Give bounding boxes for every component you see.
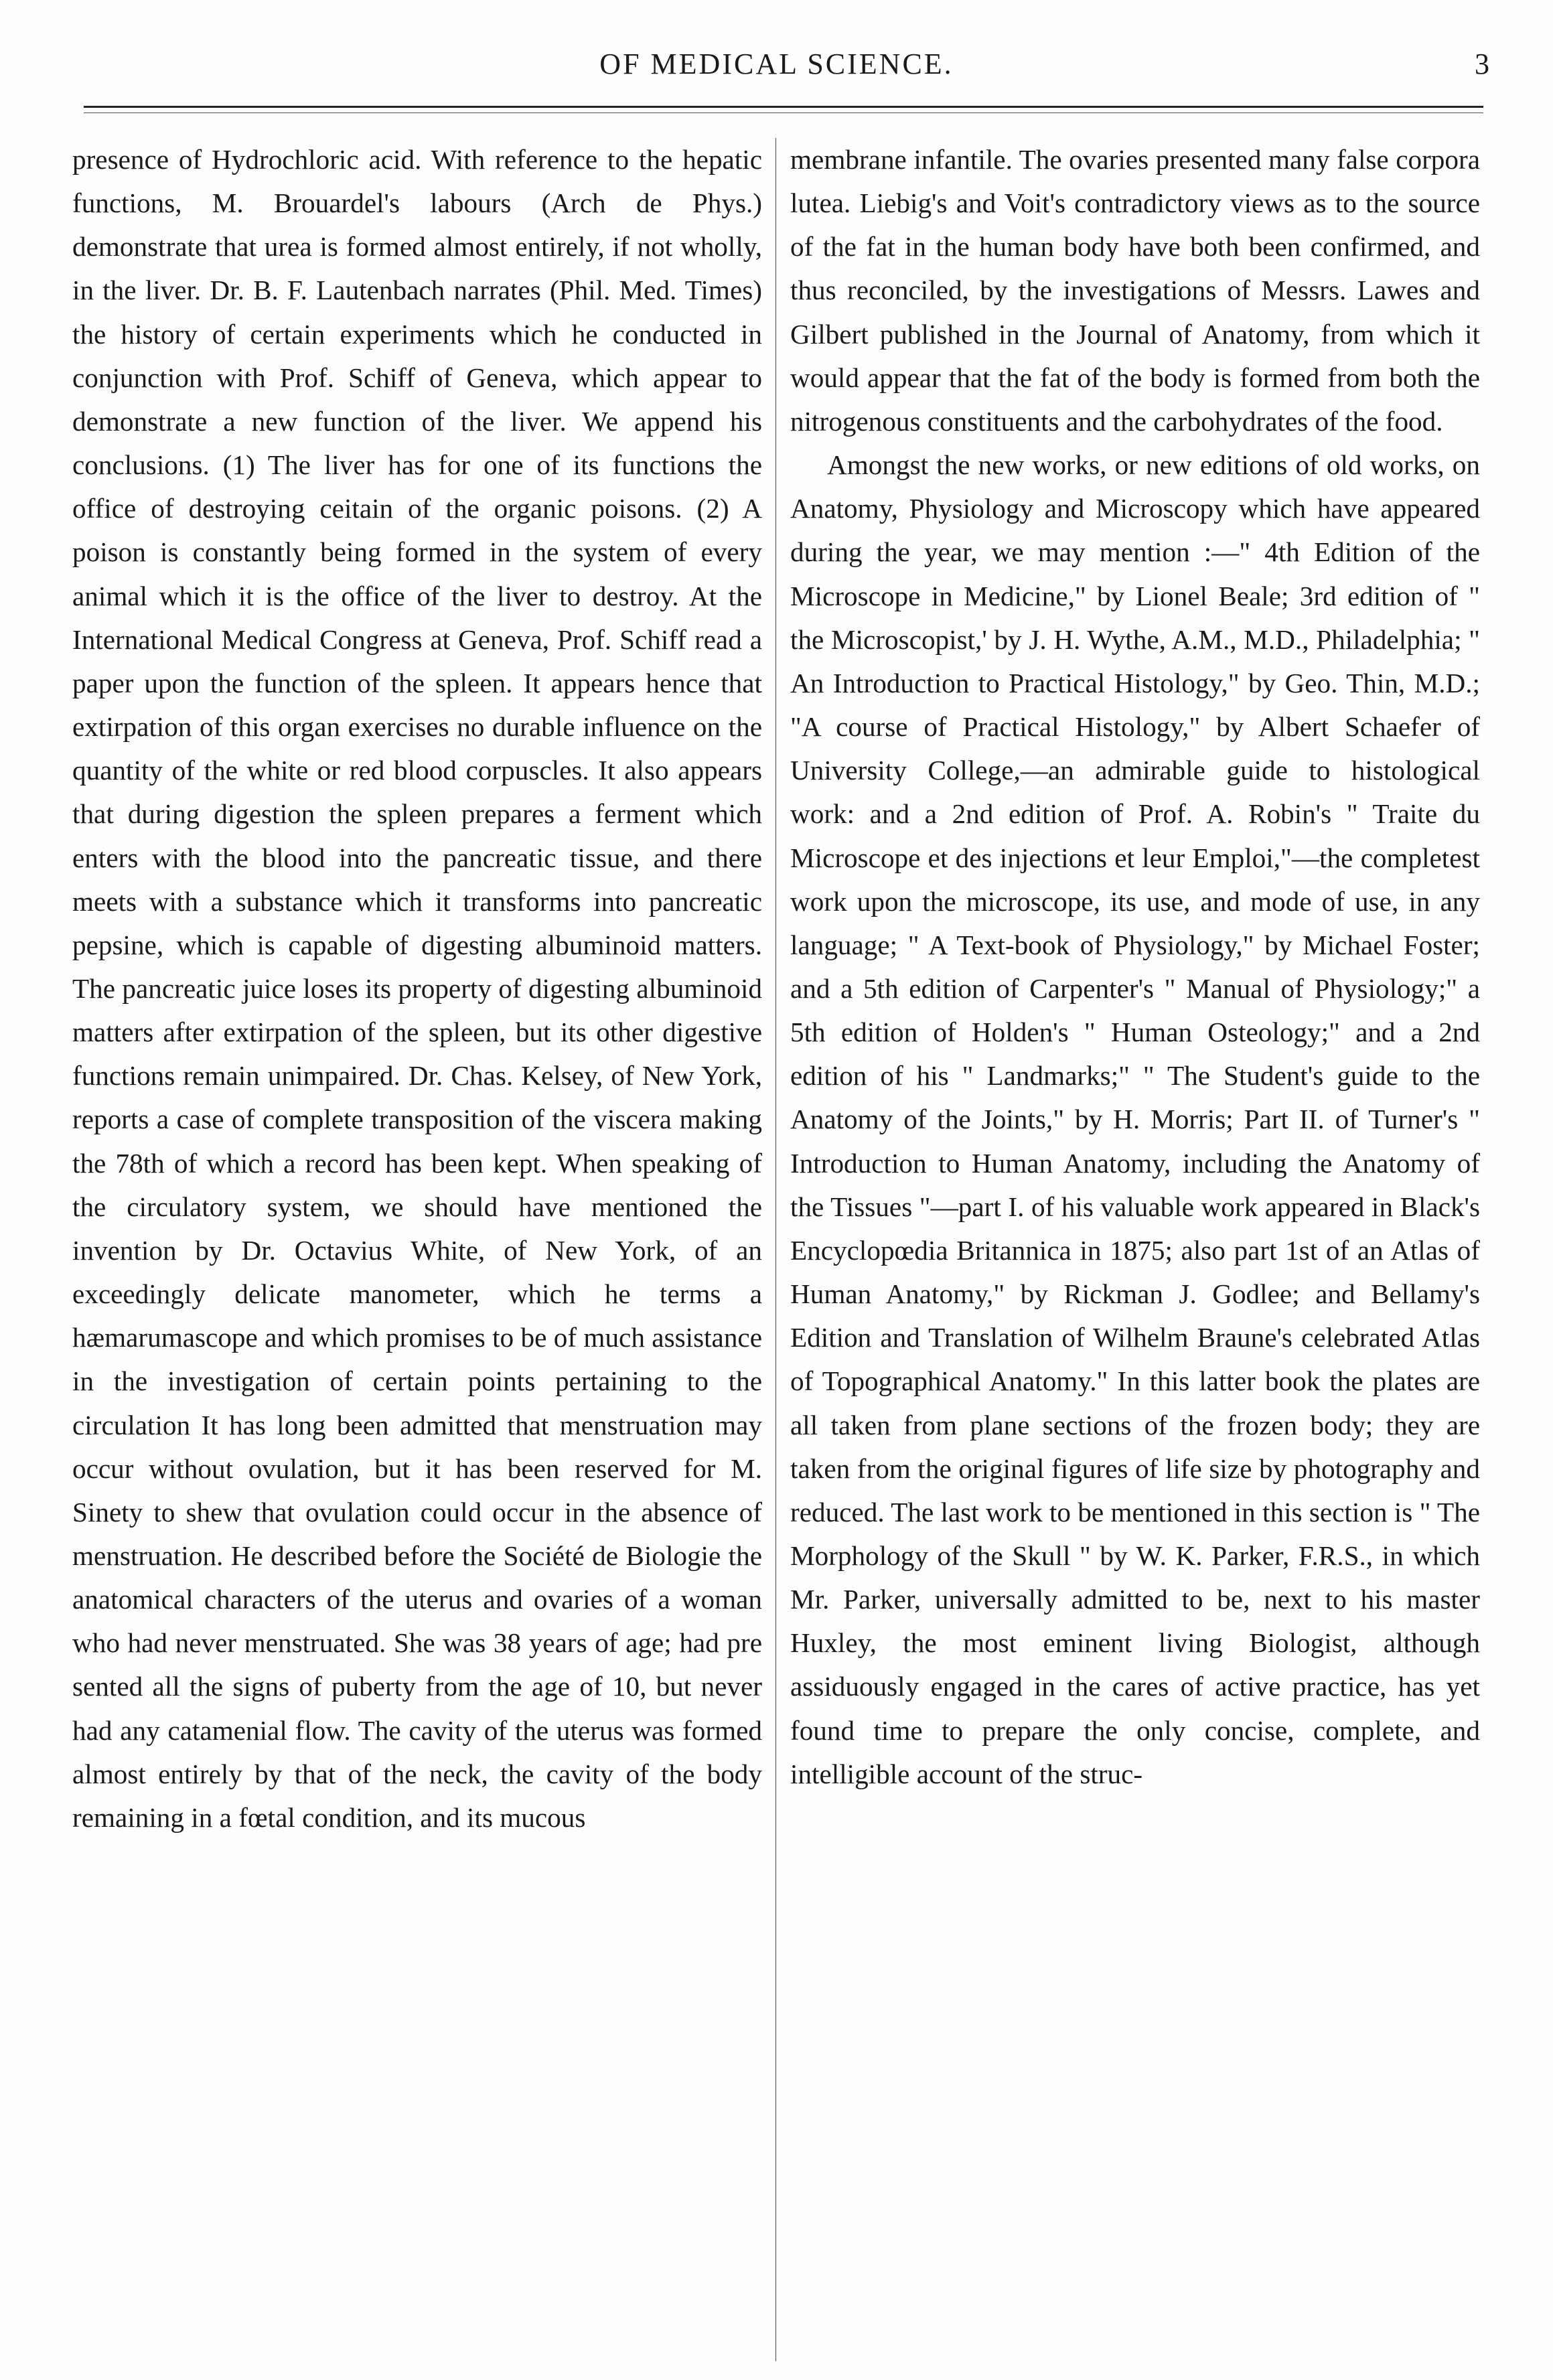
running-title: OF MEDICAL SCIENCE. [599, 48, 954, 80]
column-divider [775, 138, 776, 2361]
right-column-paragraph-1: membrane infantile. The ovaries presented many false corpora lutea. Liebig's and Voit's contradictory views as to the source of the fat in the human body have both been confirmed, and thus reconciled, by the investigations of Messrs. Lawes and Gilbert published in the Journal of Anatomy, from which it would appear that the fat of the body is formed from both the nitrogenous constituents and the carbohydrates of the food. [790, 144, 1480, 437]
left-column [72, 138, 762, 2355]
running-head [0, 47, 1553, 87]
left-column-paragraph-1: presence of Hydrochloric acid. With reference to the hepatic functions, M. Brouardel's labours (Arch de Phys.) demonstrate that urea is formed almost entirely, if not wholly, in the liver. Dr. B. F. Lautenbach narrates (Phil. Med. Times) the history of certain experiments which he conducted in conjunction with Prof. Schiff of Geneva, which appear to demonstrate a new function of the liver. We append his conclusions. (1) The liver has for one of its functions the office of destroying ceitain of the organic poisons. (2) A poison is constantly being formed in the system of every animal which it is the office of the liver to destroy. At the International Medical Congress at Geneva, Prof. Schiff read a paper upon the function of the spleen. It appears hence that extirpation of this organ exercises no durable influence on the quantity of the white or red blood corpuscles. It also appears that during digestion the spleen prepares a ferment which enters with the blood into the pancreatic tissue, and there meets with a substance which it transforms into pancreatic pepsine, which is capable of digesting albuminoid matters. The pancreatic juice loses its property of digesting albuminoid matters after extirpation of the spleen, but its other digestive functions remain unimpaired. Dr. Chas. Kelsey, of New York, reports a case of complete transposition of the viscera making the 78th of which a record has been kept. When speaking of the circulatory system, we should have mentioned the invention by Dr. Octavius White, of New York, of an exceedingly delicate manometer, which he terms a hæmarumascope and which promises to be of much assistance in the investigation of certain points pertaining to the circulation It has long been admitted that menstruation may occur without ovulation, but it has been reserved for M. Sinety to shew that ovulation could occur in the absence of menstruation. He described before the Société de Biologie the anatomical characters of the uterus and ovaries of a woman who had never menstruated. She was 38 years of age; had pre sented all the signs of puberty from the age of 10, but never had any catamenial flow. The cavity of the uterus was formed almost entirely by that of the neck, the cavity of the body remaining in a fœtal condition, and its mucous [72, 144, 762, 1833]
header-rule [84, 106, 1483, 108]
right-column [790, 138, 1480, 2355]
right-column-paragraph-2: Amongst the new works, or new editions of old works, on Anatomy, Physiology and Microscopy which have appeared during the year, we may mention :—" 4th Edition of the Microscope in Medicine," by Lionel Beale; 3rd edition of " the Microscopist,' by J. H. Wythe, A.M., M.D., Philadelphia; " An Introduction to Practical Histology," by Geo. Thin, M.D.; "A course of Practical Histology," by Albert Schaefer of University College,—an admirable guide to histological work: and a 2nd edition of Prof. A. Robin's " Traite du Microscope et des injections et leur Emploi,"—the completest work upon the microscope, its use, and mode of use, in any language; " A Text-book of Physiology," by Michael Foster; and a 5th edition of Carpenter's " Manual of Physiology;" a 5th edition of Holden's " Human Osteology;" and a 2nd edition of his " Landmarks;" " The Student's guide to the Anatomy of the Joints," by H. Morris; Part II. of Turner's " Introduction to Human Anatomy, including the Anatomy of the Tissues "—part I. of his valuable work appeared in Black's Encyclopœdia Britannica in 1875; also part 1st of an Atlas of Human Anatomy," by Rickman J. Godlee; and Bellamy's Edition and Translation of Wilhelm Braune's celebrated Atlas of Topographical Anatomy." In this latter book the plates are all taken from plane sections of the frozen body; they are taken from the original figures of life size by photography and reduced. The last work to be mentioned in this section is " The Morphology of the Skull " by W. K. Parker, F.R.S., in which Mr. Parker, universally admitted to be, next to his master Huxley, the most eminent living Biologist, although assiduously engaged in the cares of active practice, has yet found time to prepare the only concise, complete, and intelligible account of the struc- [790, 449, 1480, 1789]
page-number: 3 [1475, 48, 1489, 80]
